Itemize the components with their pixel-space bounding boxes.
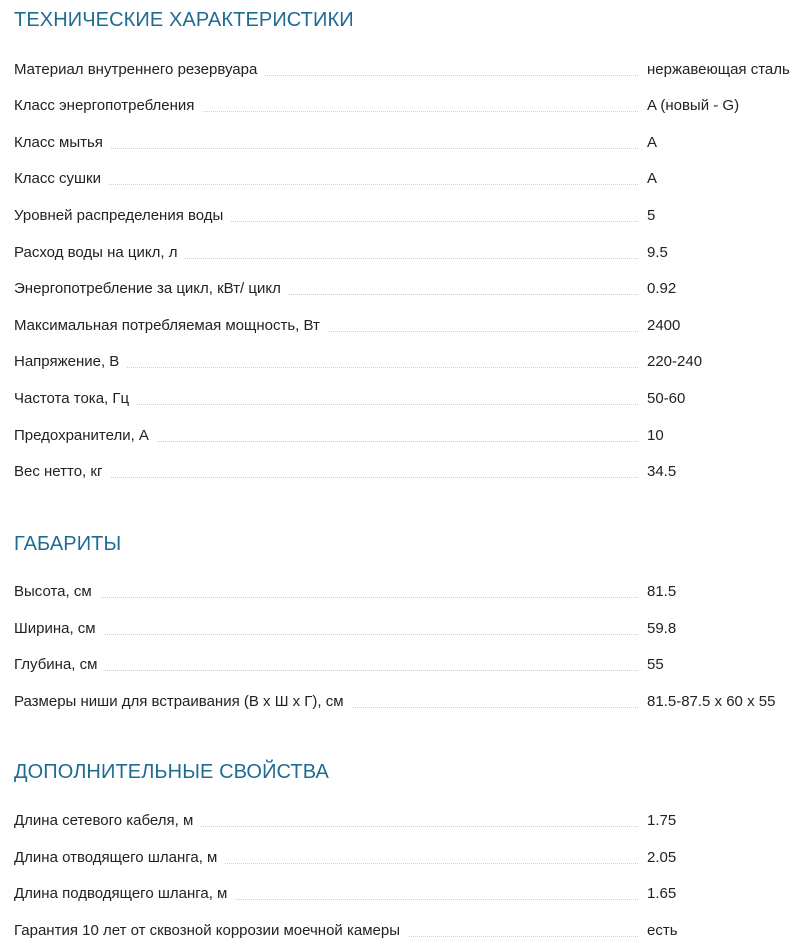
spec-label: Высота, см [14, 582, 100, 602]
dotted-leader [14, 634, 638, 635]
spec-value: 2400 [647, 317, 681, 334]
spec-value: 2.05 [647, 849, 677, 866]
spec-label: Частота тока, Гц [14, 389, 137, 409]
spec-value: 34.5 [647, 463, 677, 480]
spec-row [14, 655, 811, 675]
spec-row [14, 921, 811, 941]
spec-label: Предохранители, А [14, 426, 157, 446]
section-title-technical: ТЕХНИЧЕСКИЕ ХАРАКТЕРИСТИКИ [14, 9, 354, 31]
spec-value: 81.5-87.5 x 60 x 55 [647, 693, 776, 710]
spec-label: Максимальная потребляемая мощность, Вт [14, 316, 328, 336]
spec-value: 1.75 [647, 812, 677, 829]
spec-label: Класс сушки [14, 169, 109, 189]
spec-value: 81.5 [647, 583, 677, 600]
spec-value: A [647, 170, 658, 187]
dotted-leader [14, 597, 638, 598]
spec-label: Энергопотребление за цикл, кВт/ цикл [14, 279, 289, 299]
spec-row [14, 169, 811, 189]
spec-row [14, 619, 811, 639]
dotted-leader [14, 670, 638, 671]
spec-value: 55 [647, 656, 664, 673]
spec-value: 59.8 [647, 620, 677, 637]
spec-value: 0.92 [647, 280, 677, 297]
spec-label: Гарантия 10 лет от сквозной коррозии моечной камеры [14, 921, 408, 941]
spec-label: Класс энергопотребления [14, 96, 202, 116]
spec-row [14, 582, 811, 602]
spec-value: есть [647, 922, 678, 939]
spec-label: Длина отводящего шланга, м [14, 848, 225, 868]
spec-value: 220-240 [647, 353, 703, 370]
spec-label: Длина сетевого кабеля, м [14, 811, 201, 831]
spec-row [14, 316, 811, 336]
spec-row [14, 96, 811, 116]
spec-value: 5 [647, 207, 656, 224]
spec-row [14, 426, 811, 446]
spec-value: 1.65 [647, 885, 677, 902]
spec-value: A (новый - G) [647, 97, 740, 114]
spec-label: Глубина, см [14, 655, 105, 675]
spec-row [14, 133, 811, 153]
spec-label: Класс мытья [14, 133, 111, 153]
spec-value: 50-60 [647, 390, 686, 407]
spec-row [14, 692, 811, 712]
spec-row [14, 60, 811, 80]
spec-value: A [647, 134, 658, 151]
spec-row [14, 462, 811, 482]
spec-row [14, 352, 811, 372]
spec-row [14, 279, 811, 299]
spec-label: Напряжение, В [14, 352, 127, 372]
spec-row [14, 848, 811, 868]
spec-value: 9.5 [647, 244, 668, 261]
spec-label: Материал внутреннего резервуара [14, 60, 265, 80]
spec-row [14, 243, 811, 263]
section-title-additional: ДОПОЛНИТЕЛЬНЫЕ СВОЙСТВА [14, 761, 329, 783]
spec-row [14, 389, 811, 409]
spec-label: Вес нетто, кг [14, 462, 110, 482]
spec-row [14, 811, 811, 831]
spec-row [14, 884, 811, 904]
spec-value: 10 [647, 427, 664, 444]
spec-row [14, 206, 811, 226]
spec-label: Длина подводящего шланга, м [14, 884, 235, 904]
spec-value: нержавеющая сталь [647, 61, 790, 78]
spec-label: Уровней распределения воды [14, 206, 231, 226]
section-title-dimensions: ГАБАРИТЫ [14, 533, 122, 555]
spec-label: Ширина, см [14, 619, 104, 639]
spec-label: Расход воды на цикл, л [14, 243, 185, 263]
spec-label: Размеры ниши для встраивания (В x Ш x Г), см [14, 692, 352, 712]
